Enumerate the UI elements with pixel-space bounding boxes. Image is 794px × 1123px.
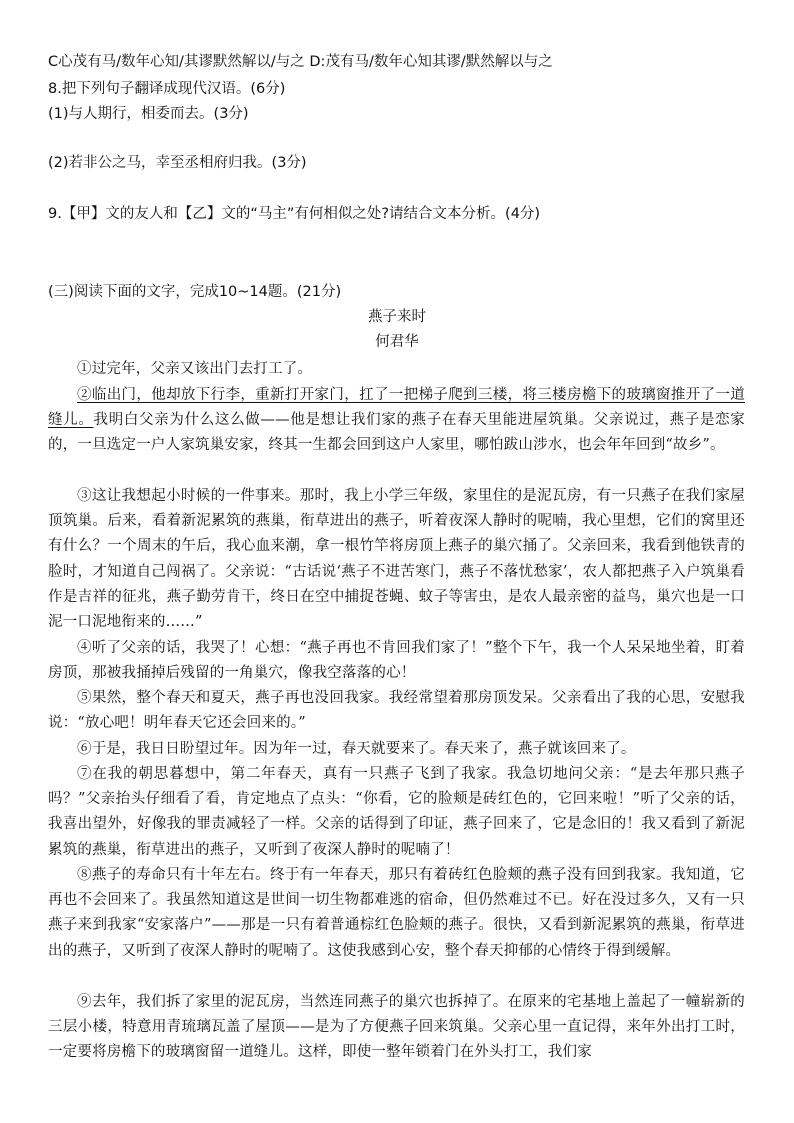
paragraph-3: ③这让我想起小时候的一件事来。那时，我上小学三年级，家里住的是泥瓦房，有一只燕子在我们家屋顶筑巢。后来，看着新泥累筑的燕巢，衔草进出的燕子，听着夜深人静时的呢喃，我心里想，它们的窝里还有什么？一个周末的午后，我心血来潮，拿一根竹竿将房顶上燕子的巢穴捅了。父亲回来，我看到他铁青的脸时，才知道自己闯祸了。父亲说：“古话说‘燕子不进苦寒门，燕子不落忧愁家’，农人都把燕子入户筑巢看作是吉祥的征兆，燕子勤劳肯干，终日在空中捕捉苍蝇、蚊子等害虫，是农人最亲密的益鸟，巢穴也是一口泥一口泥地衔来的……” [48,488,745,631]
paragraph-8: ⑧燕子的寿命只有十年左右。终于有一年春天，那只有着砖红色脸颊的燕子没有回到我家。我知道，它再也不会回来了。我虽然知道这是世间一切生物都难逃的宿命，但仍然难过不已。好在没过多久，又有一只燕子来到我家“安家落户”——那是一只有着普通棕红色脸颊的燕子。很快，又看到新泥累筑的燕巢，衔草进出的燕子，又听到了夜深人静时的呢喃了。这使我感到心安，整个春天抑郁的心情终于得到缓解。 [48,867,745,959]
paragraph-5: ⑤果然，整个春天和夏天，燕子再也没回我家。我经常望着那房顶发呆。父亲看出了我的心思，安慰我说：“放心吧！明年春天它还会回来的。” [48,690,745,732]
answer-options-line: C心茂有马/数年心知/其谬默然解以/与之 D:茂有马/数年心知其谬/默然解以与之 [48,54,553,70]
question-8-item-1: (1)与人期行，相委而去。(3分) [48,106,249,122]
question-9-prompt: 9.【甲】文的友人和【乙】文的“马主”有何相似之处?请结合文本分析。(4分) [48,206,541,222]
paragraph-2 [48,383,745,459]
article-title: 燕子来时 [368,309,426,325]
question-8-item-2: (2)若非公之马，幸至丞相府归我。(3分) [48,155,307,171]
paragraph-6: ⑥于是，我日日盼望过年。因为年一过，春天就要来了。春天来了，燕子就该回来了。 [77,741,636,757]
paragraph-9: ⑨去年，我们拆了家里的泥瓦房，当然连同燕子的巢穴也拆掉了。在原来的宅基地上盖起了一幢崭新的三层小楼，特意用青琉璃瓦盖了屋顶——是为了方便燕子回来筑巢。父亲心里一直记得，来年外出打工时，一定要将房檐下的玻璃窗留一道缝儿。这样，即使一整年锁着门在外头打工，我们家 [48,994,745,1061]
paragraph-2-underlined-sentence: ②临出门，他却放下行李，重新打开家门，扛了一把梯子爬到三楼，将三楼房檐下的玻璃窗推开了一道缝儿。 [48,387,745,429]
paragraph-1: ①过完年，父亲又该出门去打工了。 [77,361,313,377]
section-3-heading: (三)阅读下面的文字，完成10~14题。(21分) [48,284,342,300]
article-author: 何君华 [375,334,419,350]
paragraph-2-rest: 我明白父亲为什么这么做——他是想让我们家的燕子在春天里能进屋筑巢。父亲说过，燕子是恋家的，一旦选定一户人家筑巢安家，终其一生都会回到这户人家里，哪怕跋山涉水，也会年年回到“故乡”。 [48,412,745,454]
paragraph-7: ⑦在我的朝思暮想中，第二年春天，真有一只燕子飞到了我家。我急切地问父亲：“是去年那只燕子吗？”父亲抬头仔细看了看，肯定地点了点头：“你看，它的脸颊是砖红色的，它回来啦！”听了父亲的话，我喜出望外，好像我的罪责减轻了一样。父亲的话得到了印证，燕子回来了，它是念旧的！我又看到了新泥累筑的燕巢，衔草进出的燕子，又听到了夜深人静时的呢喃了！ [48,766,745,858]
question-8-prompt: 8.把下列句子翻译成现代汉语。(6分) [48,81,286,97]
paragraph-4: ④听了父亲的话，我哭了！心想：“燕子再也不肯回我们家了！”整个下午，我一个人呆呆地坐着，盯着房顶，那被我捅掉后残留的一角巢穴，像我空落落的心！ [48,640,745,682]
